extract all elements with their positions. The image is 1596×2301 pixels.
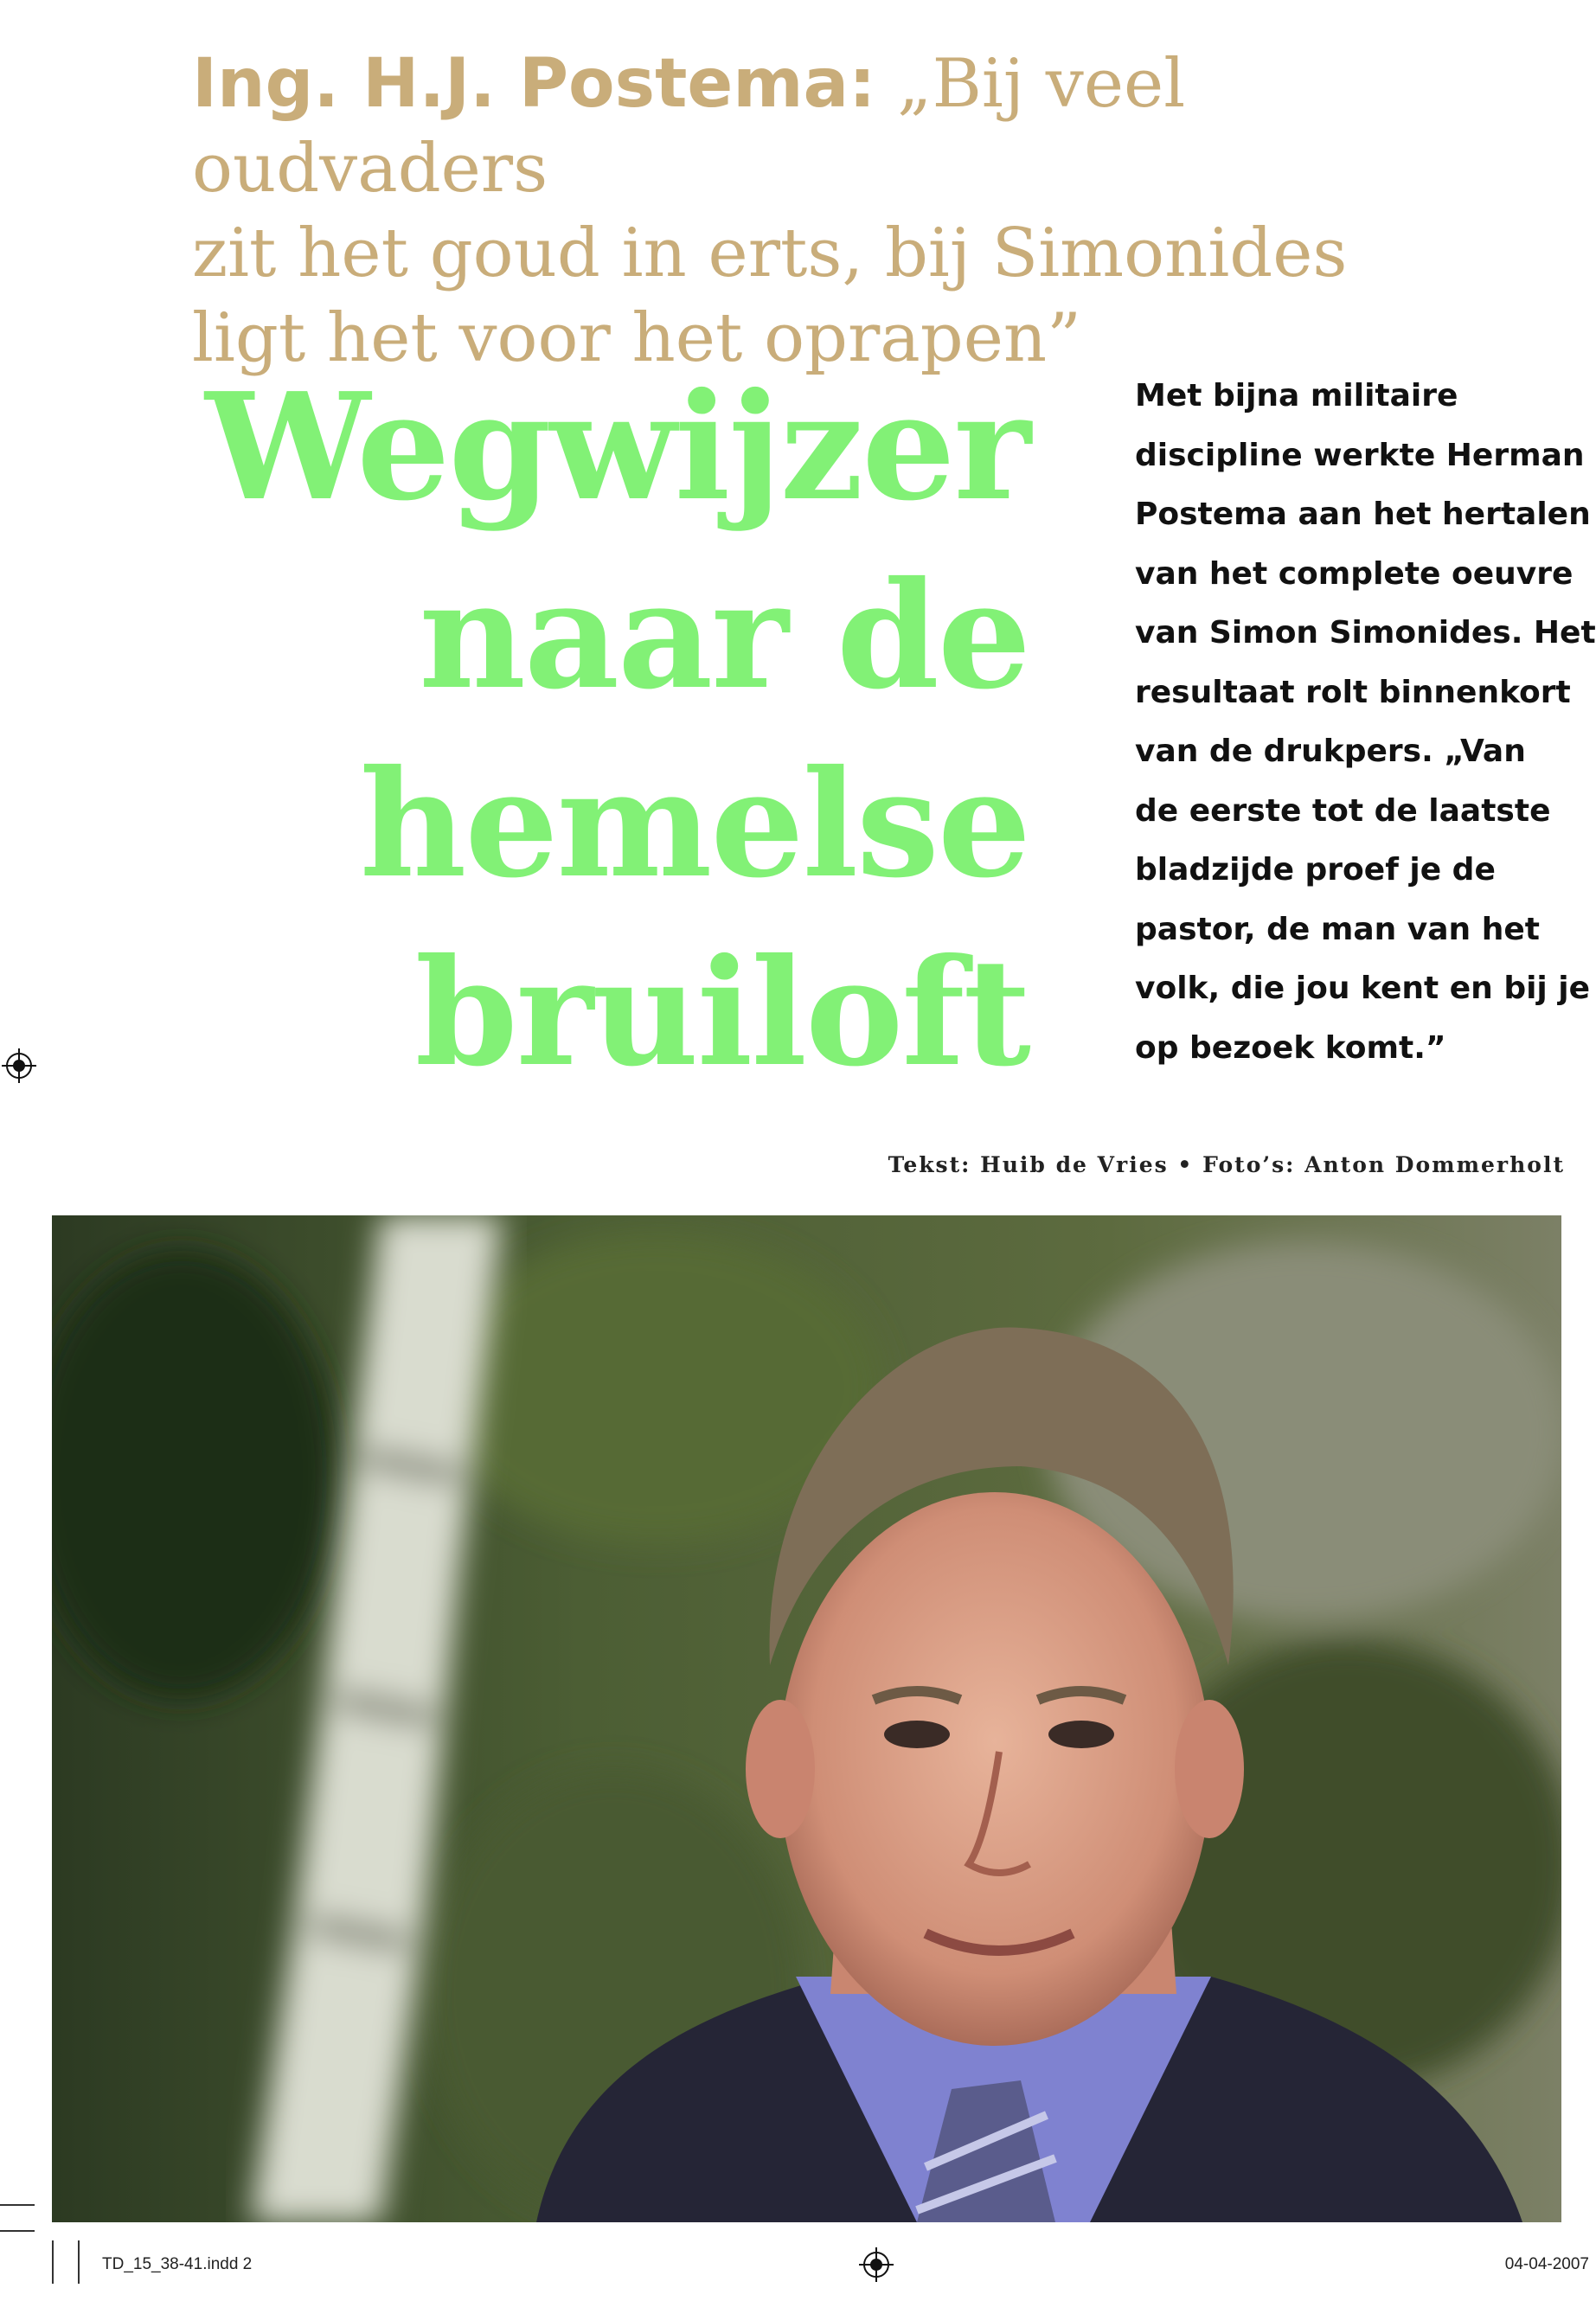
crop-mark xyxy=(52,2240,54,2284)
intro-line: van Simon Simonides. Het xyxy=(1135,615,1596,651)
byline-credit: Tekst: Huib de Vries • Foto’s: Anton Dommerholt xyxy=(888,1152,1565,1177)
kicker-line-3: ligt het voor het oprapen” xyxy=(192,299,1081,377)
crop-mark xyxy=(0,2204,35,2206)
intro-line: van de drukpers. „Van xyxy=(1135,734,1526,769)
kicker-line-2: zit het goud in erts, bij Simonides xyxy=(192,215,1348,292)
headline-line: naar de xyxy=(419,549,1029,722)
portrait-photo xyxy=(52,1215,1561,2222)
intro-paragraph xyxy=(1135,367,1596,1078)
headline-line: hemelse xyxy=(359,738,1029,911)
intro-line: de eerste tot de laatste xyxy=(1135,792,1551,829)
print-date: 04-04-2007 xyxy=(1504,2255,1589,2273)
registration-mark-icon xyxy=(2,1048,36,1083)
kicker-line-1 xyxy=(192,42,1446,211)
headline xyxy=(156,353,1029,1107)
headline-line: Wegwijzer xyxy=(205,361,1029,534)
registration-mark-icon xyxy=(859,2247,894,2282)
crop-mark xyxy=(78,2240,80,2284)
intro-line: op bezoek komt.” xyxy=(1135,1029,1446,1066)
intro-line: bladzijde proef je de xyxy=(1135,852,1496,888)
kicker-quote xyxy=(192,42,1446,381)
intro-line: pastor, de man van het xyxy=(1135,911,1540,947)
intro-line: discipline werkte Herman xyxy=(1135,437,1585,473)
portrait-illustration xyxy=(52,1215,1561,2222)
kicker-name: Ing. H.J. Postema: xyxy=(192,45,876,123)
headline-line: bruiloft xyxy=(414,926,1029,1099)
intro-line: volk, die jou kent en bij je xyxy=(1135,971,1591,1006)
kicker-quote-text-1: „Bij veel oudvaders xyxy=(192,45,1186,208)
file-slug: TD_15_38-41.indd 2 xyxy=(102,2255,253,2273)
intro-line: van het complete oeuvre xyxy=(1135,555,1574,592)
crop-mark xyxy=(0,2230,35,2232)
intro-line: resultaat rolt binnenkort xyxy=(1135,674,1571,710)
intro-line: Met bijna militaire xyxy=(1135,378,1458,413)
intro-line: Postema aan het hertalen xyxy=(1135,497,1591,532)
